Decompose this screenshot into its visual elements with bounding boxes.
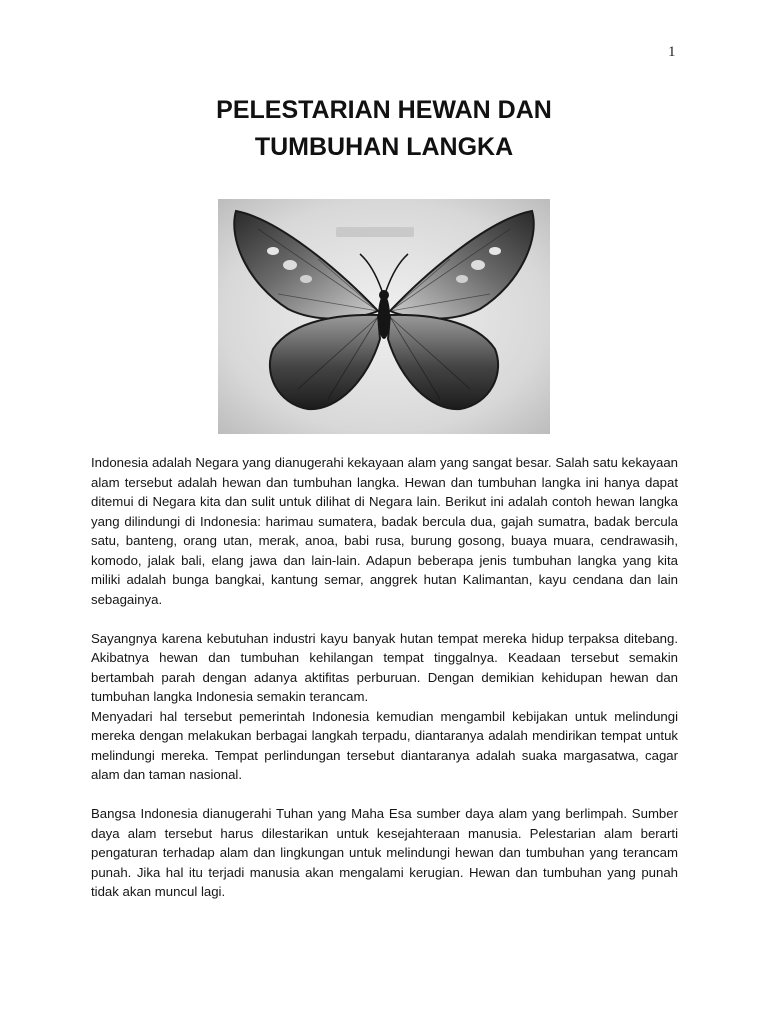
paragraph-2: Sayangnya karena kebutuhan industri kayu banyak hutan tempat mereka hidup terpaksa ditebang. Akibatnya hewan dan tumbuhan kehilangan tempat tinggalnya. Keadaan tersebut semakin bertambah parah dengan adanya aktifitas perburuan. Dengan demikian kehidupan hewan dan tumbuhan langka Indonesia semakin terancam. (91, 630, 678, 704)
paragraph-4: Bangsa Indonesia dianugerahi Tuhan yang Maha Esa sumber daya alam yang berlimpah. Sumber daya alam tersebut harus dilestarikan untuk kesejahteraan manusia. Pelestarian alam berarti pengaturan terhadap alam dan lingkungan untuk melindungi hewan dan tumbuhan yang terancam punah. Jika hal itu terjadi manusia akan mengalami kerugian. Hewan dan tumbuhan yang punah tidak akan muncul lagi. (91, 806, 678, 899)
butterfly-photo (218, 199, 550, 434)
paragraph-1: Indonesia adalah Negara yang dianugerahi kekayaan alam yang sangat besar. Salah satu kekayaan alam tersebut adalah hewan dan tumbuhan langka. Hewan dan tumbuhan langka ini hanya dapat ditemui di Negara kita dan sulit untuk dilihat di Negara lain. Berikut ini adalah contoh hewan langka yang dilindungi di Indonesia: harimau sumatera, badak bercula dua, gajah sumatra, badak bercula satu, banteng, orang utan, merak, anoa, babi rusa, burung gosong, buaya muara, cendrawasih, komodo, jalak bali, elang jawa dan lain-lain. Adapun beberapa jenis tumbuhan langka yang kita miliki adalah bunga bangkai, kantung semar, anggrek hutan Kalimantan, kayu cendana dan lain sebagainya. (91, 455, 678, 607)
title-line-2: TUMBUHAN LANGKA (254, 133, 514, 161)
butterfly-icon (218, 199, 550, 434)
title-line-1: PELESTARIAN HEWAN DAN (216, 96, 552, 124)
article-body (91, 453, 678, 902)
page-title (0, 92, 768, 166)
paragraph-3: Menyadari hal tersebut pemerintah Indonesia kemudian mengambil kebijakan untuk melindungi mereka dengan melakukan berbagai langkah terpadu, diantaranya adalah mendirikan tempat untuk melindungi mereka. Tempat perlindungan tersebut diantaranya adalah suaka margasatwa, cagar alam dan taman nasional. (91, 708, 678, 782)
page-number: 1 (668, 44, 676, 60)
